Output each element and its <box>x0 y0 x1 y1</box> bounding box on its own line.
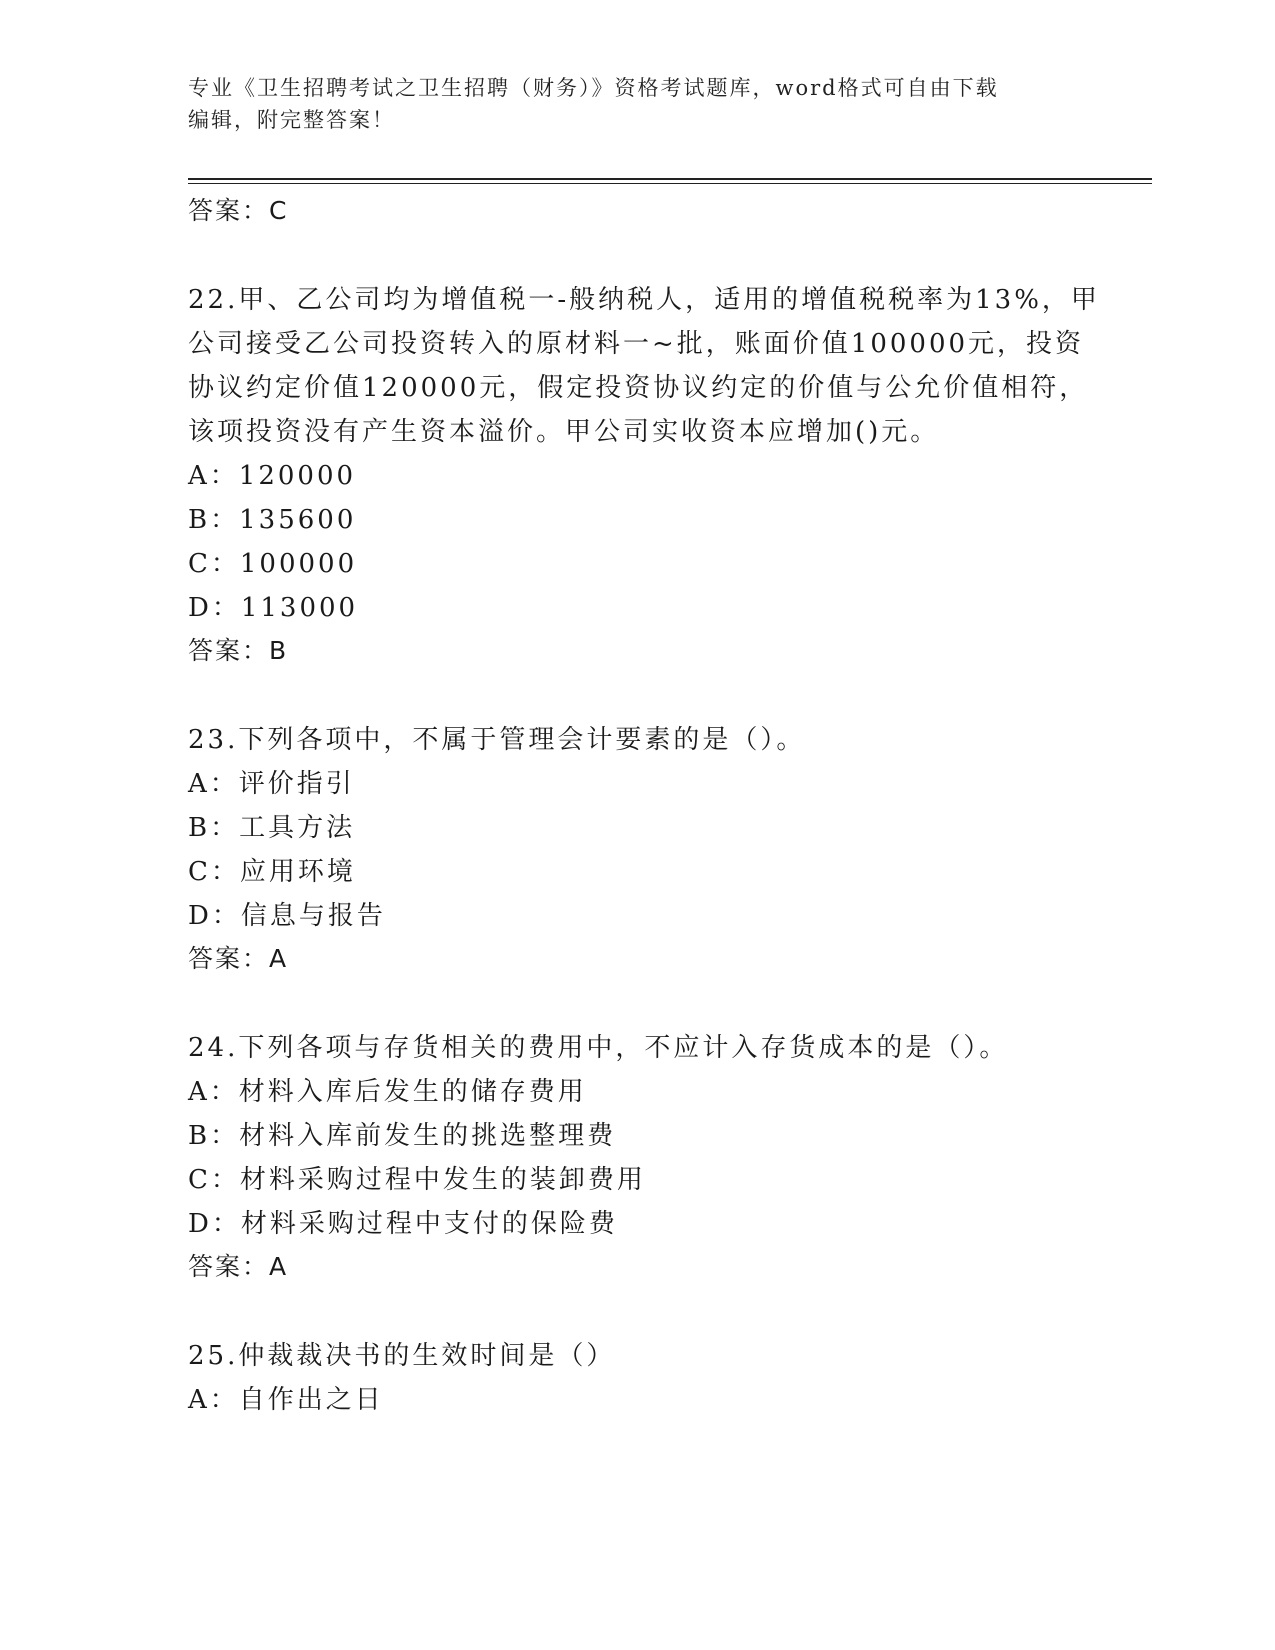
question-23-option-a: A：评价指引 <box>188 769 355 799</box>
header-divider-thin <box>188 183 1152 184</box>
question-22-stem-line-4: 该项投资没有产生资本溢价。甲公司实收资本应增加()元。 <box>188 417 940 447</box>
question-25-option-a: A：自作出之日 <box>188 1385 384 1415</box>
question-23-option-c: C：应用环境 <box>188 857 356 887</box>
question-22-option-a: A：120000 <box>188 461 357 491</box>
question-24-option-b: B：材料入库前发生的挑选整理费 <box>188 1121 617 1151</box>
header-line-1: 专业《卫生招聘考试之卫生招聘（财务）》资格考试题库，word格式可自由下载 <box>188 76 999 100</box>
question-24-stem: 24.下列各项与存货相关的费用中，不应计入存货成本的是（）。 <box>188 1033 1009 1063</box>
question-23-option-b: B：工具方法 <box>188 813 356 843</box>
question-22-option-b: B：135600 <box>188 505 357 535</box>
question-22-answer: 答案：B <box>188 636 289 665</box>
header-divider-thick <box>188 178 1152 180</box>
question-22-stem-line-2: 公司接受乙公司投资转入的原材料一~批，账面价值100000元，投资 <box>188 329 1085 359</box>
question-24-option-c: C：材料采购过程中发生的装卸费用 <box>188 1165 646 1195</box>
header-line-2: 编辑，附完整答案！ <box>188 108 395 132</box>
question-22-option-c: C：100000 <box>188 549 358 579</box>
question-22-stem-line-1: 22.甲、乙公司均为增值税一-般纳税人，适用的增值税税率为13%，甲 <box>188 285 1100 315</box>
question-22-stem-line-3: 协议约定价值120000元，假定投资协议约定的价值与公允价值相符， <box>188 373 1089 403</box>
question-25-stem: 25.仲裁裁决书的生效时间是（） <box>188 1341 616 1371</box>
question-23-answer: 答案：A <box>188 944 289 973</box>
document-header <box>188 72 1068 136</box>
question-24-answer: 答案：A <box>188 1252 289 1281</box>
question-24-option-d: D：材料采购过程中支付的保险费 <box>188 1209 618 1239</box>
question-23-stem: 23.下列各项中，不属于管理会计要素的是（）。 <box>188 725 806 755</box>
previous-answer: 答案：C <box>188 196 289 225</box>
question-23-option-d: D：信息与报告 <box>188 901 386 931</box>
question-22-option-d: D：113000 <box>188 593 359 623</box>
question-24-option-a: A：材料入库后发生的储存费用 <box>188 1077 587 1107</box>
